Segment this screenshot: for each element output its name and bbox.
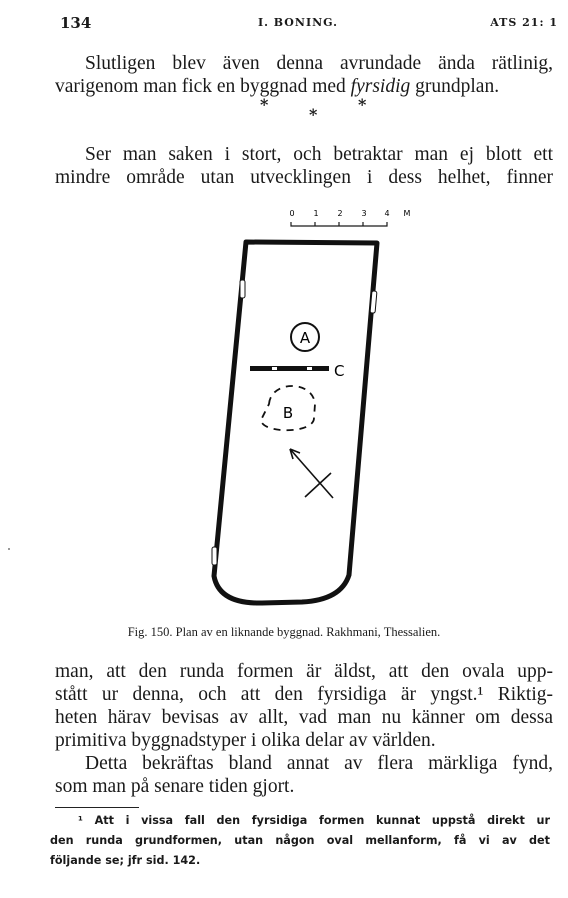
- scale-bar: [289, 209, 410, 226]
- paragraph-3-line-6: som man på senare tiden gjort.: [55, 776, 295, 797]
- footnote: [50, 811, 550, 871]
- asterisk: *: [309, 105, 318, 124]
- wall-opening: [307, 367, 312, 370]
- feature-b-label: B: [282, 404, 294, 422]
- footnote-line-1: ¹ Att i vissa fall den fyrsidiga formen kunnat uppstå direkt ur: [78, 814, 550, 827]
- chapter-title: I. BONING.: [258, 16, 338, 29]
- feature-c-wall: [250, 366, 329, 371]
- paragraph-3: [55, 660, 553, 798]
- footnote-line-3: följande se; jfr sid. 142.: [50, 854, 201, 867]
- feature-c-label: C: [334, 362, 345, 380]
- north-arrow-icon: [290, 449, 333, 498]
- scale-label: 2: [337, 209, 343, 218]
- series-reference: ATS 21: 1: [490, 16, 558, 29]
- footnote-rule: [55, 807, 139, 808]
- asterisk: *: [358, 95, 367, 114]
- figure-caption: Fig. 150. Plan av en liknande byggnad. Rakhmani, Thessalien.: [127, 625, 441, 639]
- scale-label: 4: [384, 209, 390, 218]
- italic-term: fyrsidig: [350, 76, 411, 97]
- paragraph-3-line-4: primitiva byggnadstyper i olika delar av världen.: [55, 730, 436, 751]
- building-wall: [214, 242, 377, 603]
- paragraph-3-line-5: Detta bekräftas bland annat av flera märkliga fynd,: [85, 753, 553, 774]
- paragraph-3-line-3: heten härav bevisas av allt, vad man nu känner om dessa: [55, 707, 553, 728]
- paragraph-2-line-2: mindre område utan utvecklingen i dess helhet, finner: [55, 167, 553, 188]
- wall-opening: [212, 547, 217, 565]
- wall-opening: [272, 367, 277, 370]
- paragraph-3-line-1: man, att den runda formen är äldst, att den ovala upp-: [55, 661, 553, 682]
- paragraph-3-line-2: stått ur denna, och att den fyrsidiga är yngst.¹ Riktig-: [55, 684, 553, 705]
- feature-a-label: A: [299, 329, 311, 347]
- text-run: grundplan.: [410, 76, 500, 97]
- scale-label: 3: [361, 209, 367, 218]
- page-number: 134: [60, 14, 92, 32]
- text-run: varigenom man fick en byggnad med: [55, 76, 351, 97]
- wall-opening: [240, 280, 245, 298]
- footnote-line-2: den runda grundformen, utan någon oval mellanform, få vi av det: [50, 834, 550, 847]
- scale-label: 1: [313, 209, 319, 218]
- asterisk: *: [260, 95, 269, 114]
- paragraph-2-line-1: Ser man saken i stort, och betraktar man ej blott ett: [85, 144, 553, 165]
- scale-unit: M: [403, 209, 411, 218]
- margin-speck: [8, 548, 10, 550]
- scale-label: 0: [289, 209, 295, 218]
- paragraph-1-line-1: Slutligen blev även denna avrundade ända rätlinig,: [85, 53, 553, 74]
